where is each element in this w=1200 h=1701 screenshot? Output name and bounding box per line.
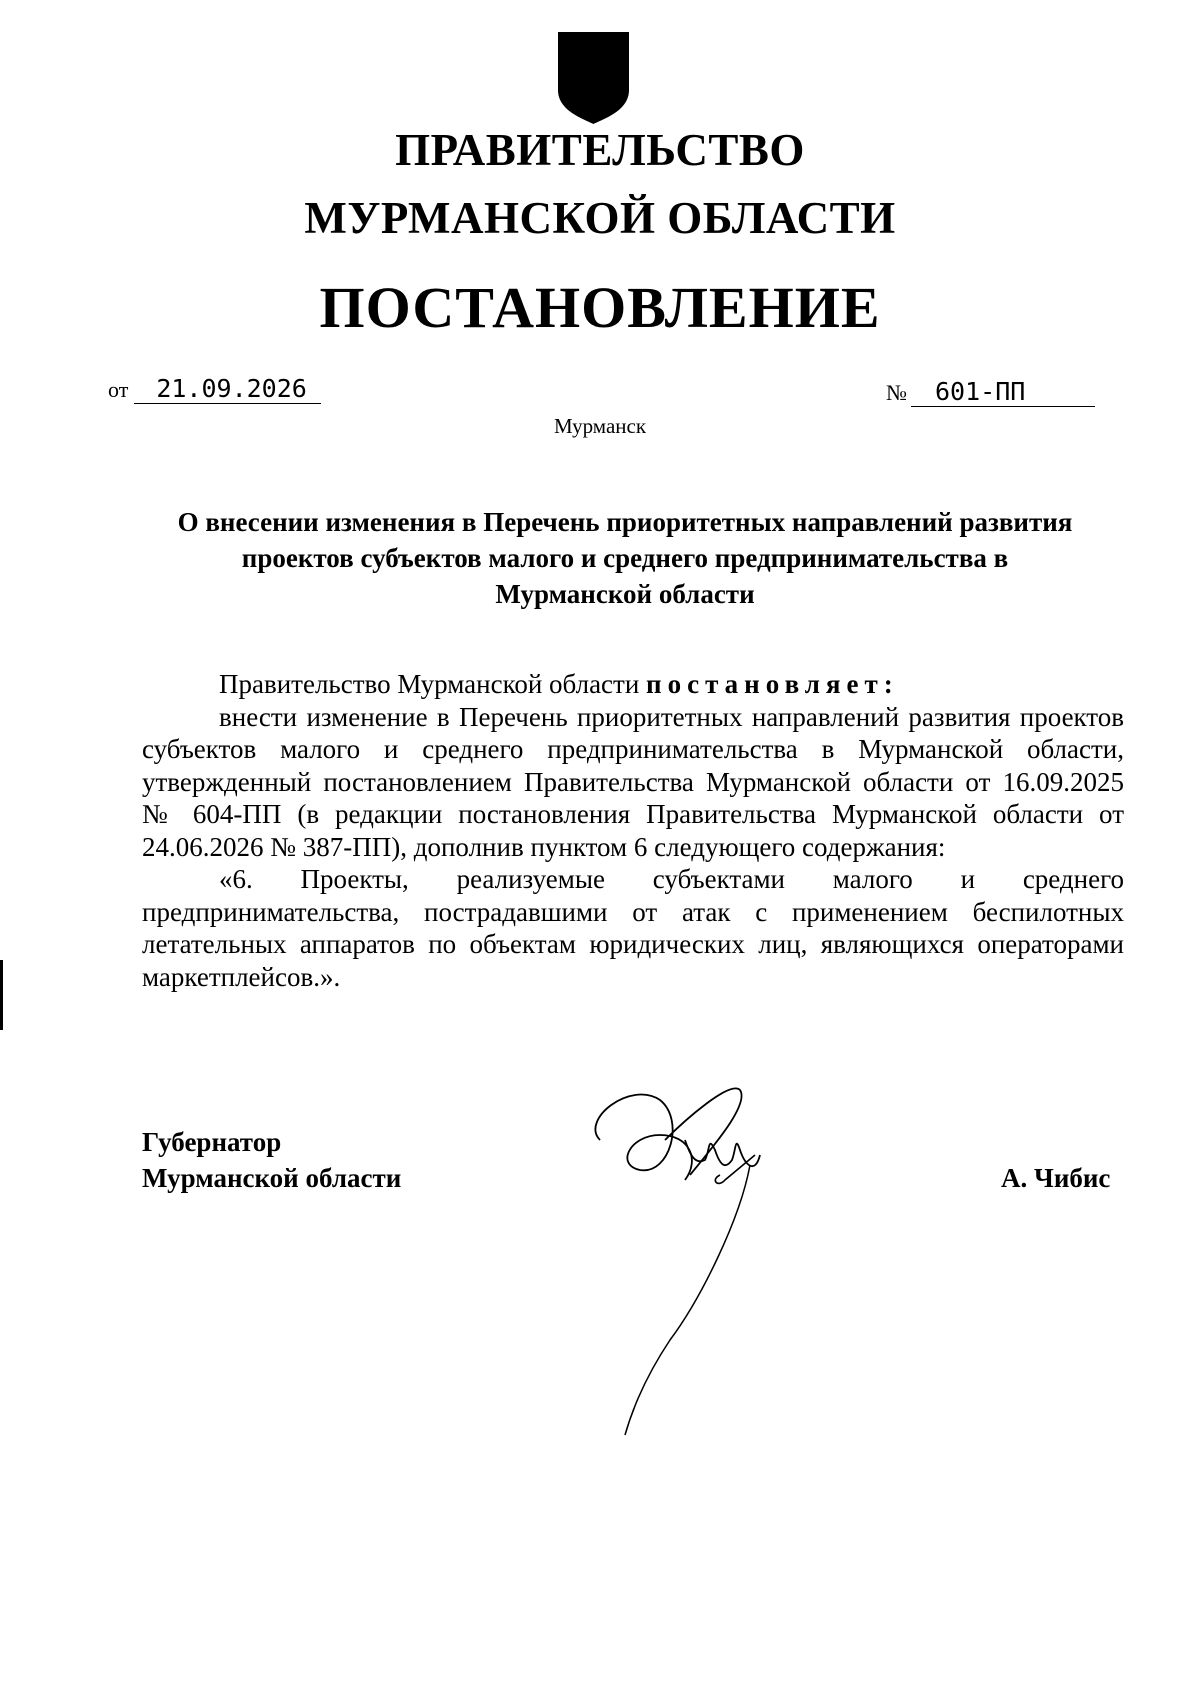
signatory-position: [142, 1124, 401, 1196]
signatory-position-line1: Губернатор: [142, 1127, 282, 1157]
org-name-line1: ПРАВИТЕЛЬСТВО: [395, 125, 805, 175]
body-paragraph-item6: «6. Проекты, реализуемые субъектами малого и среднего предпринимательства, пострадавшими от атак с применением беспилотных летательных аппаратов по объектам юридических лиц, являющихся операторами маркетплейсов.».: [142, 864, 1124, 992]
signatory-name: А. Чибис: [1001, 1163, 1111, 1193]
document-title: [150, 504, 1100, 612]
coat-of-arms-emblem: [556, 30, 631, 126]
date-prefix: от: [108, 377, 129, 402]
document-number: 601-ПП: [911, 378, 1095, 407]
document-date: 21.09.2026: [134, 375, 321, 404]
date-block: [108, 375, 321, 404]
title-line1: О внесении изменения в Перечень приоритетных направлений развития: [177, 507, 1073, 537]
document-type: ПОСТАНОВЛЕНИЕ: [319, 275, 881, 340]
enacting-clause: [142, 668, 1124, 701]
number-block: [886, 378, 1095, 407]
signatory-position-line2: Мурманской области: [142, 1163, 402, 1193]
title-line2: проектов субъектов малого и среднего предпринимательства в: [241, 543, 1009, 573]
city-name: Мурманск: [553, 414, 647, 438]
org-name-line2: МУРМАНСКОЙ ОБЛАСТИ: [304, 193, 896, 243]
enacting-clause-verb: постановляет:: [646, 669, 899, 699]
handwritten-signature: [590, 1080, 830, 1440]
document-body: [142, 668, 1124, 993]
scan-edge-mark: [0, 960, 3, 1030]
title-line3: Мурманской области: [495, 579, 755, 609]
enacting-clause-text: Правительство Мурманской области: [219, 669, 647, 699]
body-paragraph-amendment: внести изменение в Перечень приоритетных направлений развития проектов субъектов малого и среднего предпринимательства в Мурманской области, утвержденный постановлением Правительства Мурманской области от 16.09.2025 № 604-ПП (в редакции постановления Правительства Мурманской области от 24.06.2026 № 387-ПП), дополнив пунктом 6 следующего содержания:: [142, 701, 1124, 862]
number-prefix: №: [886, 380, 907, 405]
